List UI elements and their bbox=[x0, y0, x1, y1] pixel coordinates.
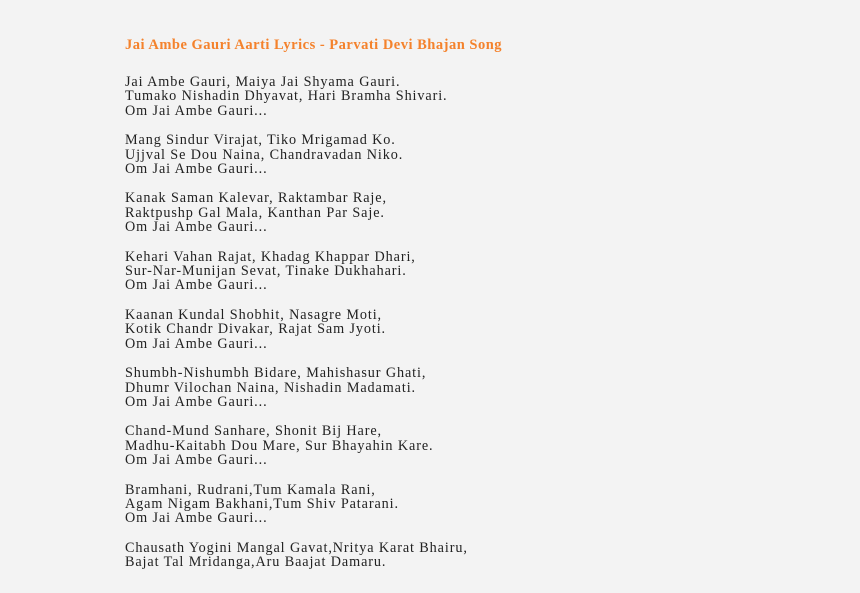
lyric-line: Om Jai Ambe Gauri... bbox=[125, 161, 268, 178]
lyrics-content bbox=[125, 36, 825, 585]
stanza bbox=[125, 75, 825, 118]
lyric-line: Om Jai Ambe Gauri... bbox=[125, 452, 268, 469]
lyric-line: Om Jai Ambe Gauri... bbox=[125, 393, 268, 410]
lyric-line: Agam Nigam Bakhani,Tum Shiv Patarani. bbox=[125, 495, 399, 512]
lyric-line: Dhumr Vilochan Naina, Nishadin Madamati. bbox=[125, 379, 416, 396]
stanza-list bbox=[125, 75, 825, 570]
stanza bbox=[125, 424, 825, 467]
stanza bbox=[125, 133, 825, 176]
lyric-line: Kaanan Kundal Shobhit, Nasagre Moti, bbox=[125, 306, 382, 323]
stanza bbox=[125, 366, 825, 409]
lyric-line: Sur-Nar-Munijan Sevat, Tinake Dukhahari. bbox=[125, 263, 407, 280]
lyric-line: Bajat Tal Mridanga,Aru Baajat Damaru. bbox=[125, 554, 387, 571]
lyric-line: Kehari Vahan Rajat, Khadag Khappar Dhari, bbox=[125, 248, 416, 265]
lyric-line: Chausath Yogini Mangal Gavat,Nritya Karat Bhairu, bbox=[125, 539, 468, 556]
lyric-line: Om Jai Ambe Gauri... bbox=[125, 219, 268, 236]
stanza bbox=[125, 191, 825, 234]
lyric-line: Om Jai Ambe Gauri... bbox=[125, 510, 268, 527]
stanza bbox=[125, 483, 825, 526]
lyric-line: Tumako Nishadin Dhyavat, Hari Bramha Shivari. bbox=[125, 88, 448, 105]
lyric-line: Kanak Saman Kalevar, Raktambar Raje, bbox=[125, 190, 387, 207]
lyric-line: Chand-Mund Sanhare, Shonit Bij Hare, bbox=[125, 423, 383, 440]
stanza bbox=[125, 541, 825, 570]
lyric-line: Om Jai Ambe Gauri... bbox=[125, 335, 268, 352]
stanza bbox=[125, 308, 825, 351]
stanza bbox=[125, 250, 825, 293]
lyric-line: Raktpushp Gal Mala, Kanthan Par Saje. bbox=[125, 204, 385, 221]
lyric-line: Jai Ambe Gauri, Maiya Jai Shyama Gauri. bbox=[125, 74, 401, 90]
lyric-line: Ujjval Se Dou Naina, Chandravadan Niko. bbox=[125, 146, 404, 163]
lyric-line: Bramhani, Rudrani,Tum Kamala Rani, bbox=[125, 481, 376, 498]
page-title: Jai Ambe Gauri Aarti Lyrics - Parvati Devi Bhajan Song bbox=[125, 37, 503, 53]
lyric-line: Om Jai Ambe Gauri... bbox=[125, 277, 268, 294]
lyric-line: Shumbh-Nishumbh Bidare, Mahishasur Ghati, bbox=[125, 365, 427, 382]
lyric-line: Kotik Chandr Divakar, Rajat Sam Jyoti. bbox=[125, 321, 386, 338]
lyric-line: Madhu-Kaitabh Dou Mare, Sur Bhayahin Kare. bbox=[125, 437, 434, 454]
lyric-line: Om Jai Ambe Gauri... bbox=[125, 102, 268, 119]
lyric-line: Mang Sindur Virajat, Tiko Mrigamad Ko. bbox=[125, 132, 396, 149]
